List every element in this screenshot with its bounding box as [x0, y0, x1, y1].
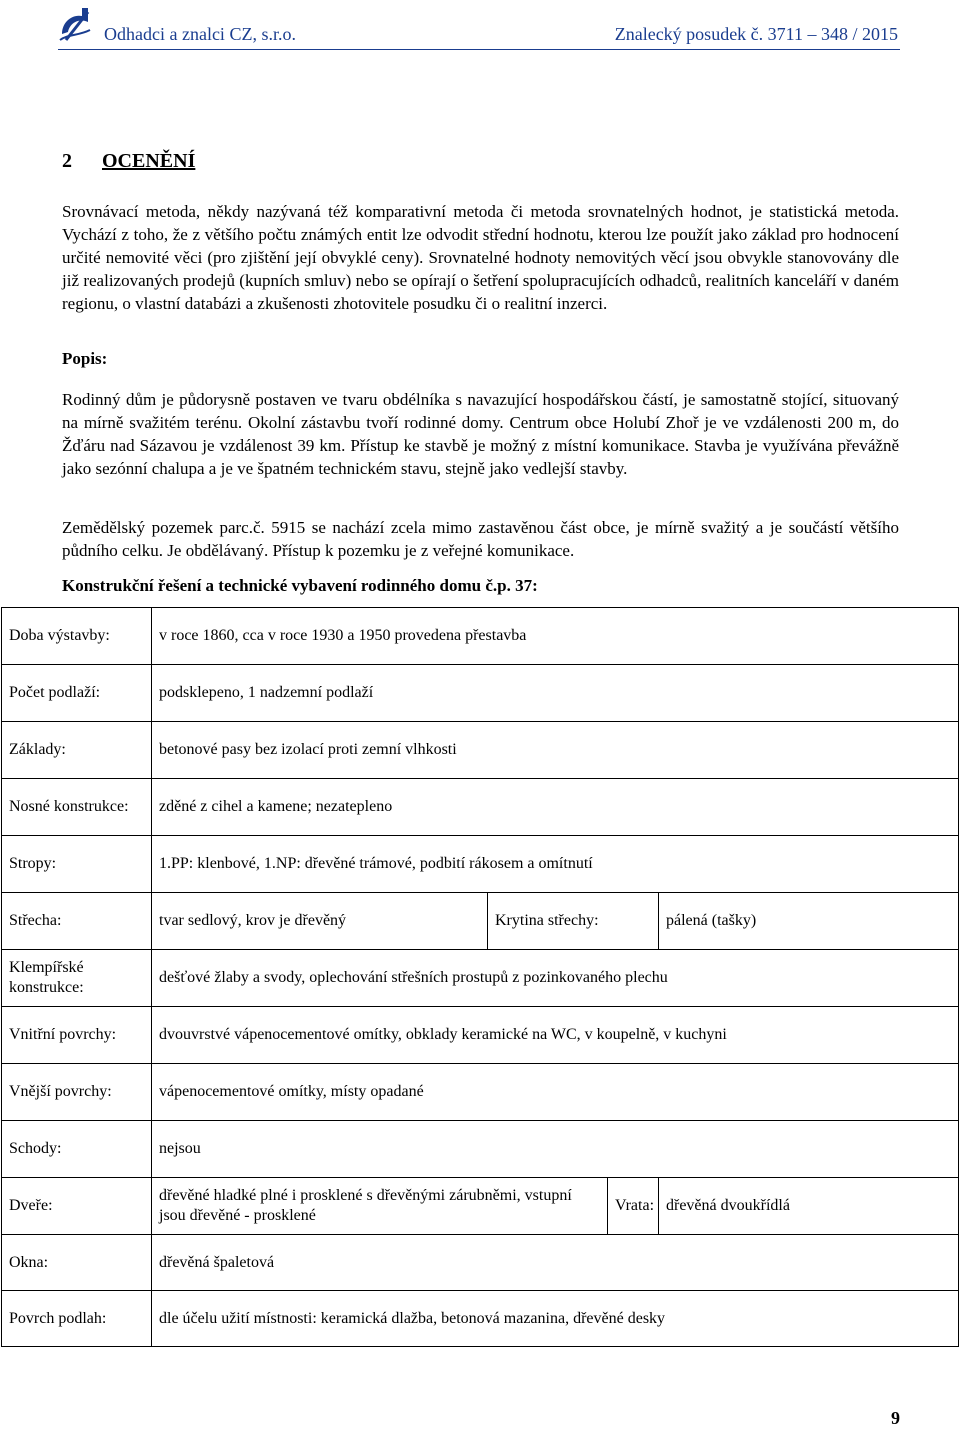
- table-row: [2, 836, 959, 893]
- pozemek-paragraph: Zemědělský pozemek parc.č. 5915 se nachází zcela mimo zastavěnou část obce, je mírně svažitý a je součástí většího půdního celku. Je obdělávaný. Přístup k pozemku je z veřejné komunikace.: [62, 518, 899, 560]
- row-value: dřevěná špaletová: [152, 1235, 959, 1291]
- table-row: [2, 1235, 959, 1291]
- table-row: [2, 722, 959, 779]
- row-label: Vnější povrchy:: [2, 1064, 152, 1121]
- row-value: vápenocementové omítky, místy opadané: [152, 1064, 959, 1121]
- table-row: [2, 665, 959, 722]
- row-label: Povrch podlah:: [2, 1291, 152, 1347]
- row-value: podsklepeno, 1 nadzemní podlaží: [152, 665, 959, 722]
- row-value: dle účelu užití místnosti: keramická dlažba, betonová mazanina, dřevěné desky: [152, 1291, 959, 1347]
- page-number: 9: [891, 1408, 900, 1428]
- table-row: [2, 1291, 959, 1347]
- row-label: Základy:: [2, 722, 152, 779]
- table-row: [2, 1007, 959, 1064]
- table-row: [2, 1178, 959, 1235]
- row-value: 1.PP: klenbové, 1.NP: dřevěné trámové, podbití rákosem a omítnutí: [152, 836, 959, 893]
- table-row: [2, 950, 959, 1007]
- section-number: 2: [62, 150, 72, 172]
- table-row: [2, 779, 959, 836]
- row-label: Okna:: [2, 1235, 152, 1291]
- row-value: tvar sedlový, krov je dřevěný: [152, 893, 488, 950]
- company-name: Odhadci a znalci CZ, s.r.o.: [104, 24, 296, 44]
- header-divider: [58, 49, 900, 50]
- row-label-secondary: Vrata:: [608, 1178, 659, 1235]
- row-label: Střecha:: [2, 893, 152, 950]
- row-value: dvouvrstvé vápenocementové omítky, obklady keramické na WC, v koupelně, v kuchyni: [152, 1007, 959, 1064]
- row-label: Nosné konstrukce:: [2, 779, 152, 836]
- row-label: Vnitřní povrchy:: [2, 1007, 152, 1064]
- table-row: [2, 1064, 959, 1121]
- popis-heading: Popis:: [62, 349, 108, 368]
- row-value-secondary: pálená (tašky): [659, 893, 959, 950]
- table-row: [2, 1121, 959, 1178]
- row-label: Počet podlaží:: [2, 665, 152, 722]
- row-value: dřevěné hladké plné i prosklené s dřevěnými zárubněmi, vstupní jsou dřevěné - prosklené: [152, 1178, 608, 1235]
- row-label: Doba výstavby:: [2, 608, 152, 665]
- row-label-secondary: Krytina střechy:: [488, 893, 659, 950]
- konstrukce-heading: Konstrukční řešení a technické vybavení rodinného domu č.p. 37:: [62, 576, 538, 595]
- row-value: dešťové žlaby a svody, oplechování střešních prostupů z pozinkovaného plechu: [152, 950, 959, 1007]
- company-logo-icon: [58, 4, 92, 44]
- row-value: v roce 1860, cca v roce 1930 a 1950 provedena přestavba: [152, 608, 959, 665]
- row-value: nejsou: [152, 1121, 959, 1178]
- row-label: Klempířské konstrukce:: [2, 950, 152, 1007]
- table-row: [2, 893, 959, 950]
- section-heading: [62, 150, 195, 173]
- row-label: Stropy:: [2, 836, 152, 893]
- row-label: Schody:: [2, 1121, 152, 1178]
- intro-paragraph: Srovnávací metoda, někdy nazývaná též komparativní metoda či metoda srovnatelných hodnot, je statistická metoda. Vychází z toho, že z většího počtu známých entit lze odvodit střední hodnotu, kterou lze použít jako základ pro hodnocení určité nemovité věci (pro zjištění její obvyklé ceny). Srovnatelné hodnoty nemovitých věcí jsou obvykle stanovovány dle již realizovaných prodejů (kupních smluv) nebo se opírají o šetření spolupracujících odhadců, realitních kanceláří v daném regionu, o vlastní databázi a zkušenosti zhotovitele posudku či o realitní inzerci.: [62, 202, 899, 313]
- popis-paragraph: Rodinný dům je půdorysně postaven ve tvaru obdélníka s navazující hospodářskou částí, je samostatně stojící, situovaný na mírně svažitém terénu. Okolní zástavbu tvoří rodinné domy. Centrum obce Holubí Zhoř je ve vzdálenosti 200 m, do Žďáru nad Sázavou je vzdálenost 39 km. Přístup ke stavbě je možný z místní komunikace. Stavba je využívána převážně jako sezónní chalupa a je ve špatném technickém stavu, stejně jako vedlejší stavby.: [62, 390, 899, 478]
- row-value: zděné z cihel a kamene; nezatepleno: [152, 779, 959, 836]
- row-value: betonové pasy bez izolací proti zemní vlhkosti: [152, 722, 959, 779]
- row-value-secondary: dřevěná dvoukřídlá: [659, 1178, 959, 1235]
- table-row: [2, 608, 959, 665]
- report-number: Znalecký posudek č. 3711 – 348 / 2015: [614, 24, 898, 44]
- row-label: Dveře:: [2, 1178, 152, 1235]
- section-title: OCENĚNÍ: [102, 150, 196, 172]
- construction-table: [1, 607, 959, 1347]
- page-header: [0, 0, 960, 52]
